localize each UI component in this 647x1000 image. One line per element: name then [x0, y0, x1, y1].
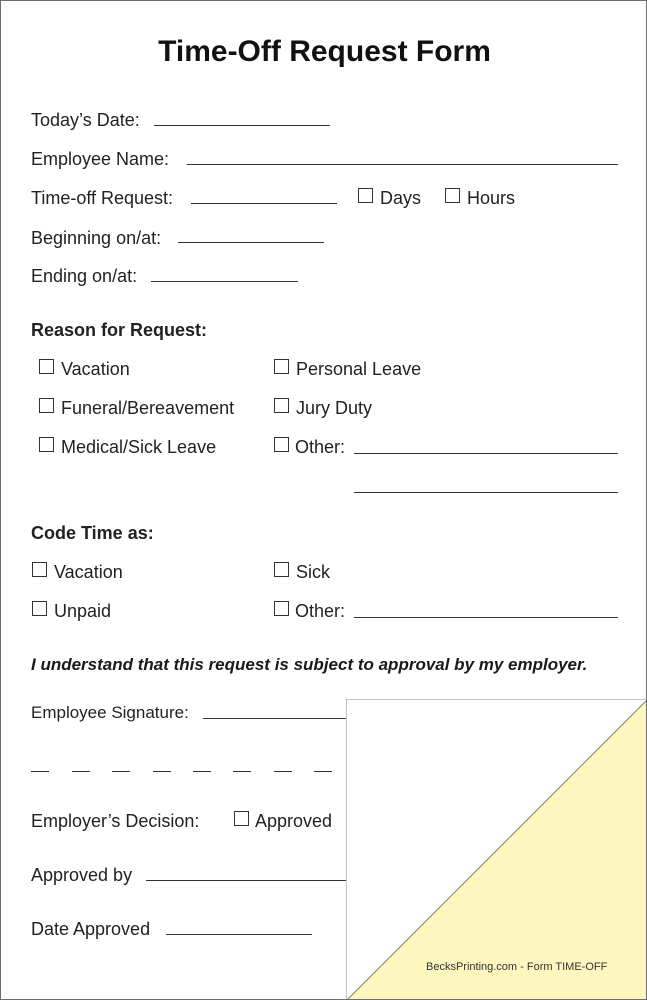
beginning-label: Beginning on/at:	[31, 228, 162, 248]
carbon-copy-corner	[346, 699, 647, 1000]
form-title: Time-Off Request Form	[158, 35, 491, 68]
reason-other-label: Other:	[295, 437, 346, 457]
code-unpaid-label: Unpaid	[54, 601, 112, 621]
time-off-request-label: Time-off Request:	[31, 188, 174, 208]
employee-name-label: Employee Name:	[31, 149, 170, 169]
printer-credit: BecksPrinting.com - Form TIME-OFF	[426, 961, 608, 973]
reason-vacation-checkbox[interactable]	[39, 359, 54, 374]
date-approved-field[interactable]	[166, 934, 312, 935]
code-other-label: Other:	[295, 601, 346, 621]
code-sick-checkbox[interactable]	[274, 562, 289, 577]
days-checkbox[interactable]	[358, 188, 373, 203]
reason-jury-label: Jury Duty	[296, 398, 373, 418]
hours-checkbox[interactable]	[445, 188, 460, 203]
reason-jury-checkbox[interactable]	[274, 398, 289, 413]
hours-label: Hours	[467, 188, 516, 208]
reason-funeral-label: Funeral/Bereavement	[61, 398, 235, 418]
code-vacation-checkbox[interactable]	[32, 562, 47, 577]
date-approved-label: Date Approved	[31, 919, 151, 939]
code-other-checkbox[interactable]	[274, 601, 289, 616]
reason-funeral-checkbox[interactable]	[39, 398, 54, 413]
ending-label: Ending on/at:	[31, 266, 138, 286]
time-off-request-field[interactable]	[191, 203, 337, 204]
ending-field[interactable]	[151, 281, 298, 282]
reason-other-field[interactable]	[354, 453, 618, 454]
approved-by-label: Approved by	[31, 865, 133, 885]
employee-signature-field[interactable]	[203, 718, 353, 719]
reason-vacation-label: Vacation	[61, 359, 130, 379]
reason-other-checkbox[interactable]	[274, 437, 289, 452]
code-sick-label: Sick	[296, 562, 331, 582]
employee-name-field[interactable]	[187, 164, 618, 165]
approval-notice: I understand that this request is subject to approval by my employer.	[31, 655, 588, 674]
code-heading: Code Time as:	[31, 523, 154, 543]
reason-heading: Reason for Request:	[31, 320, 208, 340]
reason-personal-label: Personal Leave	[296, 359, 422, 379]
code-unpaid-checkbox[interactable]	[32, 601, 47, 616]
reason-medical-checkbox[interactable]	[39, 437, 54, 452]
employers-decision-label: Employer’s Decision:	[31, 811, 200, 831]
approved-label: Approved	[255, 811, 333, 831]
reason-medical-label: Medical/Sick Leave	[61, 437, 217, 457]
days-label: Days	[380, 188, 422, 208]
beginning-field[interactable]	[178, 242, 324, 243]
approved-checkbox[interactable]	[234, 811, 249, 826]
employee-signature-label: Employee Signature:	[31, 703, 189, 722]
code-other-field[interactable]	[354, 617, 618, 618]
code-vacation-label: Vacation	[54, 562, 123, 582]
todays-date-label: Today’s Date:	[31, 110, 140, 130]
todays-date-field[interactable]	[154, 125, 330, 126]
reason-other-field-2[interactable]	[354, 492, 618, 493]
reason-personal-checkbox[interactable]	[274, 359, 289, 374]
